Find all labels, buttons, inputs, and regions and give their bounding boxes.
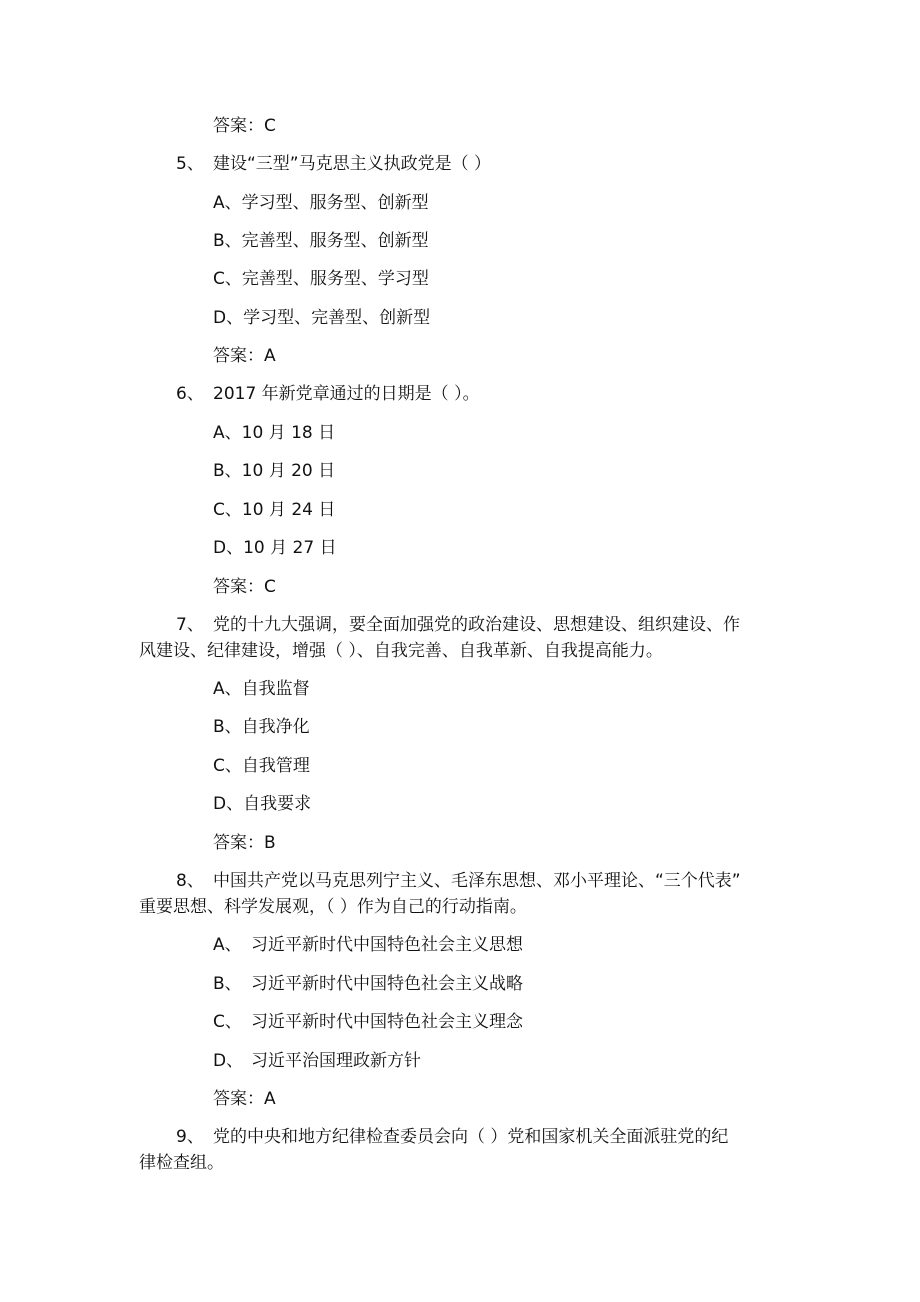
option-text: 10 月 20 日 [241,461,336,481]
option-text: 习近平新时代中国特色社会主义战略 [251,974,523,994]
option-letter: D、 [213,308,244,328]
option-letter: C、 [213,1012,242,1032]
option-text: 完善型、服务型、创新型 [241,231,429,251]
option-text: 自我管理 [241,756,310,776]
option-item [213,231,429,251]
option-letter: D、 [213,794,244,814]
option-text: 学习型、完善型、创新型 [243,308,431,328]
question-number: 9、 [176,1127,204,1147]
option-item [213,1012,523,1032]
option-letter: B、 [213,231,242,251]
question-number: 6、 [176,384,204,404]
option-text: 习近平治国理政新方针 [251,1051,421,1071]
option-text: 学习型、服务型、创新型 [241,193,429,213]
option-text: 自我监督 [241,679,310,699]
option-item [213,308,430,328]
option-letter: D、 [213,1051,244,1071]
option-item [213,461,335,481]
question-text-continued: 重要思想、科学发展观，（ ）作为自己的行动指南。 [139,897,527,917]
option-letter: A、 [213,193,242,213]
option-item [213,679,310,699]
option-item [213,193,429,213]
answer-label: 答案： [213,1089,264,1109]
answer-line [213,116,276,136]
answer-line [213,1089,276,1109]
question-text: 中国共产党以马克思列宁主义、毛泽东思想、邓小平理论、“三个代表” [213,871,741,891]
option-letter: D、 [213,538,244,558]
question-text-continued: 风建设、纪律建设，增强（ ）、自我完善、自我革新、自我提高能力。 [139,641,663,661]
answer-value: A [264,346,276,366]
option-text: 完善型、服务型、学习型 [241,269,429,289]
question-number: 7、 [176,615,204,635]
option-item [213,269,429,289]
answer-line [213,833,276,853]
option-letter: A、 [213,679,242,699]
option-text: 习近平新时代中国特色社会主义理念 [251,1012,523,1032]
option-item [213,974,523,994]
answer-value: C [264,577,276,597]
option-letter: C、 [213,269,242,289]
question-text: 建设“三型”马克思主义执政党是（ ） [213,154,492,174]
option-letter: A、 [213,423,242,443]
option-text: 自我净化 [241,717,310,737]
option-item [213,756,310,776]
option-item [213,1051,421,1071]
option-letter: B、 [213,974,242,994]
answer-label: 答案： [213,833,264,853]
question-number: 5、 [176,154,204,174]
question-text-continued: 律检查组。 [139,1153,224,1173]
option-item [213,794,311,814]
answer-label: 答案： [213,116,264,136]
option-text: 10 月 27 日 [243,538,337,558]
answer-label: 答案： [213,577,264,597]
option-letter: C、 [213,756,242,776]
answer-line [213,346,276,366]
option-item [213,538,337,558]
option-letter: C、 [213,500,242,520]
question-number: 8、 [176,871,204,891]
option-item [213,500,335,520]
option-letter: B、 [213,717,242,737]
option-text: 10 月 18 日 [241,423,336,443]
option-text: 自我要求 [243,794,312,814]
answer-value: A [264,1089,276,1109]
option-text: 10 月 24 日 [241,500,336,520]
answer-value: B [264,833,276,853]
answer-line [213,577,276,597]
option-letter: B、 [213,461,242,481]
answer-label: 答案： [213,346,264,366]
option-item [213,935,523,955]
option-item [213,423,335,443]
option-text: 习近平新时代中国特色社会主义思想 [251,935,523,955]
question-text: 党的十九大强调，要全面加强党的政治建设、思想建设、组织建设、作 [213,615,740,635]
question-text: 党的中央和地方纪律检查委员会向（ ）党和国家机关全面派驻党的纪 [213,1127,729,1147]
question-text: 2017 年新党章通过的日期是（ ）。 [213,384,480,404]
option-letter: A、 [213,935,242,955]
answer-value: C [264,116,276,136]
option-item [213,717,310,737]
